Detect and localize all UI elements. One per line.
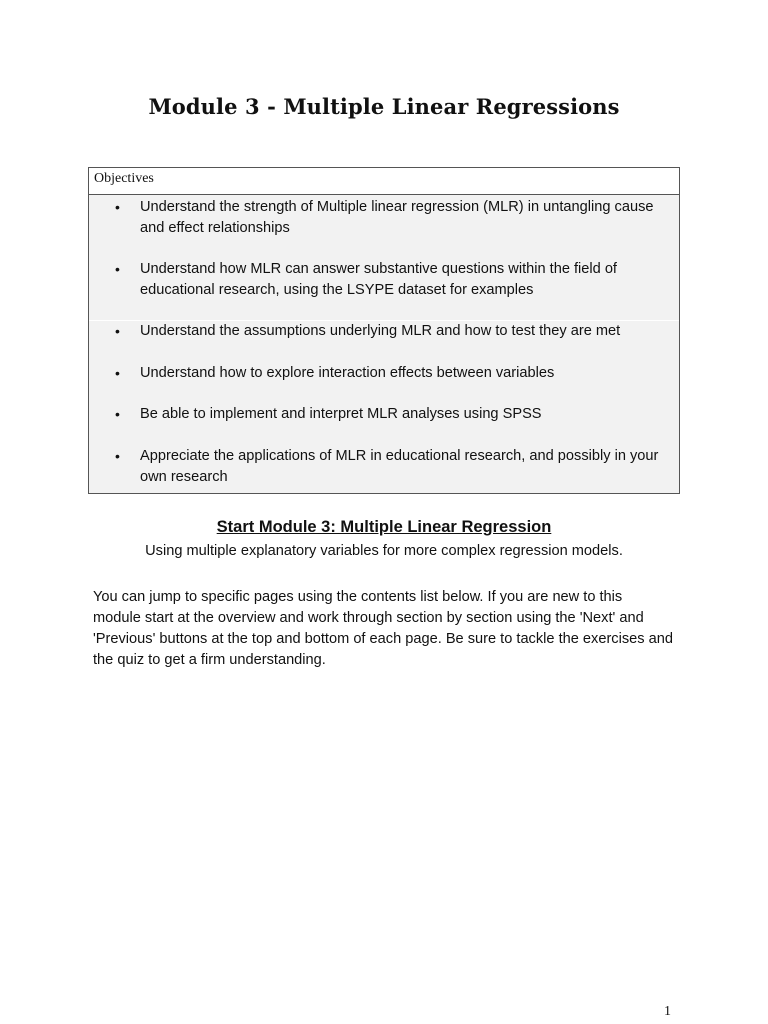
objective-text: Understand the strength of Multiple linear regression (MLR) in untangling cause and effect relationships <box>140 199 654 236</box>
page-title: Module 3 - Multiple Linear Regressions <box>148 94 620 119</box>
section-subtitle: Using multiple explanatory variables for more complex regression models. <box>145 543 623 559</box>
bullet-icon: • <box>115 406 120 422</box>
objectives-header: Objectives <box>89 168 679 195</box>
bullet-icon: • <box>115 199 120 215</box>
bullet-icon: • <box>115 365 120 381</box>
intro-paragraph: You can jump to specific pages using the contents list below. If you are new to this module start at the overview and work through section by section using the 'Next' and 'Previous' buttons at the top and bottom of each page. Be sure to tackle the exercises and the quiz to get a firm understanding. <box>93 589 673 668</box>
objective-text: Understand how to explore interaction effects between variables <box>140 365 555 381</box>
bullet-icon: • <box>115 323 120 339</box>
objective-text: Be able to implement and interpret MLR analyses using SPSS <box>140 406 542 422</box>
page-number: 1 <box>664 1004 671 1019</box>
objectives-box <box>88 167 680 494</box>
objective-text: Understand how MLR can answer substantive questions within the field of educational research, using the LSYPE dataset for examples <box>140 261 617 298</box>
section-heading: Start Module 3: Multiple Linear Regression <box>216 518 552 536</box>
bullet-icon: • <box>115 448 120 464</box>
objective-text: Appreciate the applications of MLR in educational research, and possibly in your own research <box>140 448 659 485</box>
bullet-icon: • <box>115 261 120 277</box>
objective-text: Understand the assumptions underlying MLR and how to test they are met <box>140 323 621 339</box>
